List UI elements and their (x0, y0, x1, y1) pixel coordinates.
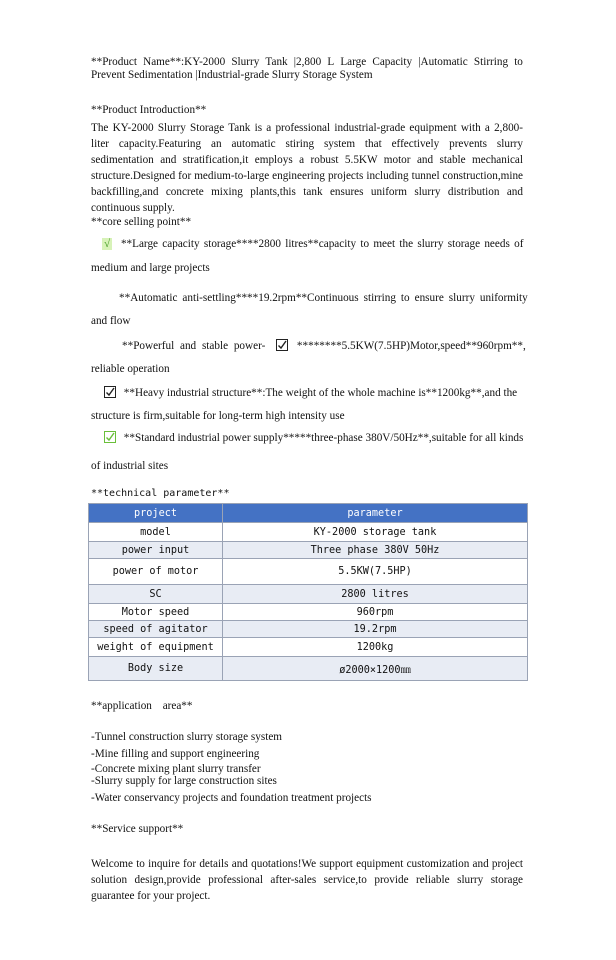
checkbox-check-icon (276, 339, 288, 351)
table-row (89, 638, 528, 657)
table-cell: Body size (89, 657, 223, 681)
table-cell: speed of agitator (89, 621, 223, 638)
table-cell: KY-2000 storage tank (223, 523, 528, 542)
table-header-cell: parameter (223, 504, 528, 523)
table-cell: ø2000×1200㎜ (223, 657, 528, 681)
technical-heading: **technical parameter** (91, 488, 230, 499)
intro-heading: **Product Introduction** (91, 104, 207, 116)
selling-point-text: ********5.5KW(7.5HP)Motor,speed**960rpm**, (296, 340, 526, 352)
table-row (89, 523, 528, 542)
application-item: -Mine filling and support engineering (91, 748, 260, 760)
selling-point-4 (104, 386, 517, 399)
selling-heading: **core selling point** (91, 216, 192, 228)
checkbox-check-icon (104, 431, 116, 443)
table-row (89, 542, 528, 559)
selling-point-1-cont: medium and large projects (91, 262, 210, 274)
product-name-line2: Prevent Sedimentation |Industrial-grade Slurry Storage System (91, 69, 373, 81)
selling-point-5 (104, 431, 523, 444)
table-row (89, 559, 528, 585)
selling-point-3 (122, 339, 526, 352)
selling-point-4-cont: structure is firm,suitable for long-term high intensity use (91, 410, 345, 422)
technical-parameter-table (88, 503, 528, 681)
selling-point-text: **Heavy industrial structure**:The weight of the whole machine is**1200kg**,and the (123, 387, 518, 399)
product-name-line1: **Product Name**:KY-2000 Slurry Tank |2,800 L Large Capacity |Automatic Stirring to (91, 56, 523, 68)
table-cell: weight of equipment (89, 638, 223, 657)
selling-point-5-cont: of industrial sites (91, 460, 169, 472)
application-item: -Concrete mixing plant slurry transfer (91, 763, 261, 775)
selling-point-1 (102, 238, 523, 250)
table-cell: Motor speed (89, 604, 223, 621)
table-cell: model (89, 523, 223, 542)
table-cell: power of motor (89, 559, 223, 585)
table-cell: 960rpm (223, 604, 528, 621)
selling-point-2-cont: and flow (91, 315, 131, 327)
selling-point-3-cont: reliable operation (91, 363, 170, 375)
table-row (89, 621, 528, 638)
selling-point-2: **Automatic anti-settling****19.2rpm**Continuous stirring to ensure slurry uniformity (119, 292, 528, 304)
table-cell: Three phase 380V 50Hz (223, 542, 528, 559)
table-header-cell: project (89, 504, 223, 523)
application-item: -Tunnel construction slurry storage system (91, 731, 282, 743)
selling-point-text: **Standard industrial power supply*****three-phase 380V/50Hz**,suitable for all kinds (123, 432, 524, 444)
table-cell: SC (89, 585, 223, 604)
table-cell: 1200kg (223, 638, 528, 657)
intro-text: The KY-2000 Slurry Storage Tank is a professional industrial-grade equipment with a 2,800-liter capacity.Featuring an automatic stiring system that effectively prevents slurry sedimentation and stratification,it employs a robust 5.5KW motor and stable mechanical structure.Designed for medium-to-large engineering projects including tunnel construction,mine backfilling,and concrete mixing plants,this tank ensures uniform slurry distribution and continuous supply. (91, 122, 523, 214)
table-cell: 19.2rpm (223, 621, 528, 638)
service-text: Welcome to inquire for details and quotations!We support equipment customization and project solution design,provide professional after-sales service,to provide reliable slurry storage guarantee for your project. (91, 858, 523, 902)
table-cell: 2800 litres (223, 585, 528, 604)
check-mark-icon: √ (104, 238, 111, 250)
selling-point-text: **Powerful and stable power- (122, 340, 266, 352)
table-cell: 5.5KW(7.5HP) (223, 559, 528, 585)
table-row (89, 585, 528, 604)
table-row (89, 604, 528, 621)
table-cell: power input (89, 542, 223, 559)
table-row (89, 657, 528, 681)
application-heading: **application area** (91, 700, 193, 712)
table-header-row (89, 504, 528, 523)
application-item: -Water conservancy projects and foundation treatment projects (91, 792, 372, 804)
selling-point-text: **Large capacity storage****2800 litres**capacity to meet the slurry storage needs of (120, 238, 524, 250)
application-item: -Slurry supply for large construction sites (91, 775, 277, 787)
checkbox-check-icon (104, 386, 116, 398)
service-heading: **Service support** (91, 823, 184, 835)
